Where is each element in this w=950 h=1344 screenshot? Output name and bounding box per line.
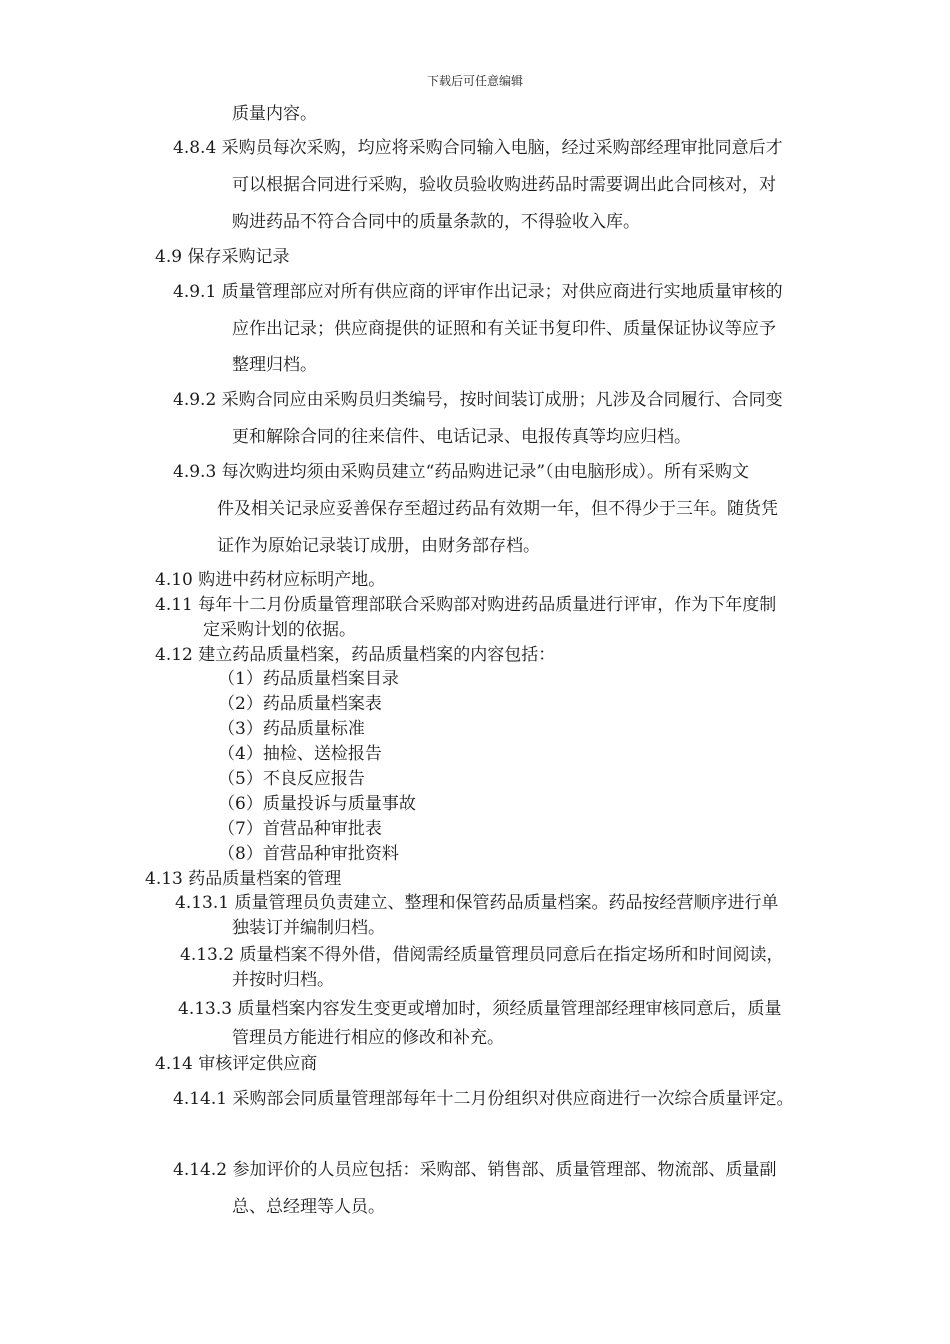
text-line: 更和解除合同的往来信件、电话记录、电报传真等均应归档。 bbox=[232, 427, 691, 447]
list-item: （2）药品质量档案表 bbox=[218, 694, 382, 714]
text-line: 件及相关记录应妥善保存至超过药品有效期一年，但不得少于三年。随货凭 bbox=[217, 499, 778, 519]
text-line: 管理员方能进行相应的修改和补充。 bbox=[232, 1028, 504, 1048]
section-heading: 4.14 审核评定供应商 bbox=[155, 1054, 318, 1074]
text-line: 购进药品不符合合同中的质量条款的，不得验收入库。 bbox=[232, 212, 640, 232]
list-item: （7）首营品种审批表 bbox=[218, 819, 382, 839]
text-line: 质量内容。 bbox=[232, 104, 317, 124]
list-item: （1）药品质量档案目录 bbox=[218, 669, 399, 689]
text-line: 证作为原始记录装订成册，由财务部存档。 bbox=[217, 536, 540, 556]
text-line: 整理归档。 bbox=[232, 355, 317, 375]
text-line: 并按时归档。 bbox=[232, 970, 334, 990]
text-line: 4.8.4 采购员每次采购，均应将采购合同输入电脑，经过采购部经理审批同意后才 bbox=[173, 138, 783, 158]
text-line: 可以根据合同进行采购，验收员验收购进药品时需要调出此合同核对，对 bbox=[232, 175, 776, 195]
text-line: 总、总经理等人员。 bbox=[232, 1197, 385, 1217]
section-heading: 4.13 药品质量档案的管理 bbox=[145, 869, 342, 889]
text-line: 4.9.1 质量管理部应对所有供应商的评审作出记录；对供应商进行实地质量审核的 bbox=[173, 282, 783, 302]
text-line: 定采购计划的依据。 bbox=[203, 620, 356, 640]
page-header: 下载后可任意编辑 bbox=[426, 74, 523, 88]
list-item: （3）药品质量标准 bbox=[218, 719, 365, 739]
text-line: 应作出记录；供应商提供的证照和有关证书复印件、质量保证协议等应予 bbox=[232, 319, 776, 339]
list-item: （8）首营品种审批资料 bbox=[218, 844, 399, 864]
text-line: 4.13.1 质量管理员负责建立、整理和保管药品质量档案。药品按经营顺序进行单 bbox=[175, 893, 779, 913]
section-heading: 4.9 保存采购记录 bbox=[155, 247, 290, 267]
section-heading: 4.10 购进中药材应标明产地。 bbox=[155, 570, 386, 590]
text-line: 4.11 每年十二月份质量管理部联合采购部对购进药品质量进行评审，作为下年度制 bbox=[155, 595, 777, 615]
text-line: 4.14.1 采购部会同质量管理部每年十二月份组织对供应商进行一次综合质量评定。 bbox=[173, 1089, 794, 1109]
list-item: （4）抽检、送检报告 bbox=[218, 744, 382, 764]
text-line: 4.14.2 参加评价的人员应包括：采购部、销售部、质量管理部、物流部、质量副 bbox=[173, 1160, 777, 1180]
section-heading: 4.12 建立药品质量档案，药品质量档案的内容包括： bbox=[155, 645, 556, 665]
list-item: （6）质量投诉与质量事故 bbox=[218, 794, 416, 814]
text-line: 4.13.2 质量档案不得外借，借阅需经质量管理员同意后在指定场所和时间阅读， bbox=[180, 945, 784, 965]
text-line: 4.9.3 每次购进均须由采购员建立“药品购进记录”（由电脑形成）。所有采购文 bbox=[173, 462, 750, 482]
list-item: （5）不良反应报告 bbox=[218, 769, 365, 789]
text-line: 独装订并编制归档。 bbox=[232, 918, 385, 938]
text-line: 4.13.3 质量档案内容发生变更或增加时，须经质量管理部经理审核同意后，质量 bbox=[178, 999, 782, 1019]
text-line: 4.9.2 采购合同应由采购员归类编号，按时间装订成册；凡涉及合同履行、合同变 bbox=[173, 390, 783, 410]
